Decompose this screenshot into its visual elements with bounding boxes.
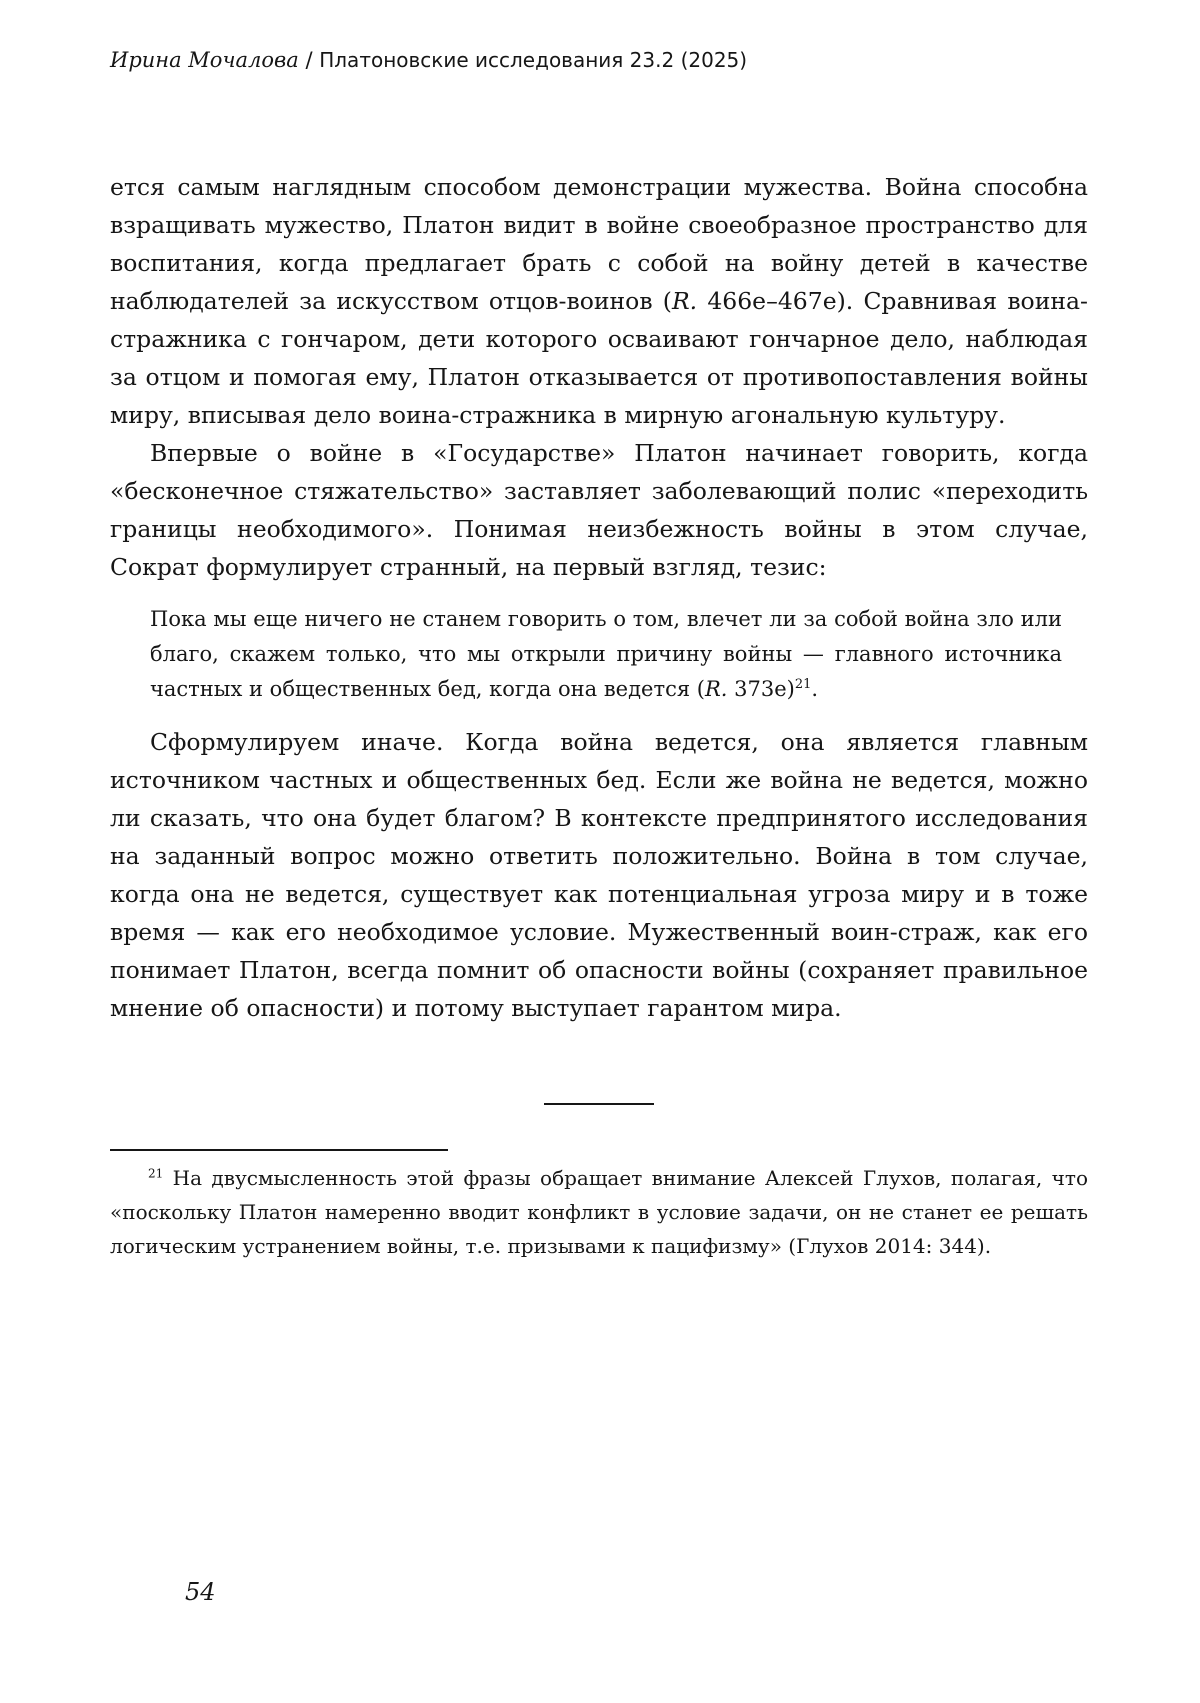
quote-end: . xyxy=(811,677,819,701)
quote-body: Пока мы еще ничего не станем говорить о том, влечет ли за собой война зло или благо, скажем только, что мы открыли причину войны — главного источника частных и общественных бед, когда она ведется ( xyxy=(150,607,1062,701)
stephanus-reference: R. xyxy=(704,677,728,701)
stephanus-reference: R. xyxy=(671,287,698,315)
paragraph: Впервые о войне в «Государстве» Платон начинает говорить, когда «бесконечное стяжательство» заставляет заболевающий полис «переходить границы необходимого». Понимая неизбежность войны в этом случае, Сократ формулирует странный, на первый взгляд, тезис: xyxy=(110,439,1088,581)
footnote-area xyxy=(110,1149,1088,1263)
block-quote xyxy=(150,602,1062,707)
paragraph: Сформулируем иначе. Когда война ведется, она является главным источником частных и общественных бед. Если же война не ведется, можно ли сказать, что она будет благом? В контексте предпринятого исследования на заданный вопрос можно ответить положительно. Война в том случае, когда она не ведется, существует как потенциальная угроза миру и в тоже время — как его необходимое условие. Мужественный воин-страж, как его понимает Платон, всегда помнит об опасности войны (сохраняет правильное мнение об опасности) и потому выступает гарантом мира. xyxy=(110,728,1088,1022)
footnote-reference-21: 21 xyxy=(794,677,812,692)
author-name: Ирина Мочалова xyxy=(110,48,299,72)
running-header xyxy=(110,46,1088,74)
article-body xyxy=(110,168,1088,1105)
quote-text xyxy=(150,602,1062,707)
footnote-number: 21 xyxy=(148,1166,164,1181)
paragraph-continuation xyxy=(110,168,1088,434)
footnote-21 xyxy=(110,1161,1088,1263)
quote-citation: 373e) xyxy=(727,677,795,701)
journal-title: Платоновские исследования 23.2 (2025) xyxy=(319,48,748,72)
paragraph-text: 466e–467e). Сравнивая воина-стражника с гончаром, дети которого осваивают гончарное дело, наблюдая за отцом и помогая ему, Платон отказывается от противопоставления войны миру, вписывая дело воина-стражника в мирную агональную культуру. xyxy=(110,287,1088,429)
paragraph-text: ется самым наглядным способом демонстрации мужества. Война способна взращивать мужество, Платон видит в войне своеобразное пространство для воспитания, когда предлагает брать с собой на войну детей в качестве наблюдателей за искусством отцов-воинов ( xyxy=(110,173,1088,315)
page-number: 54 xyxy=(185,1578,216,1606)
footnote-rule xyxy=(110,1149,448,1151)
header-separator: / xyxy=(298,48,320,72)
footnote-body: На двусмысленность этой фразы обращает внимание Алексей Глухов, полагая, что «поскольку Платон намеренно вводит конфликт в условие задачи, он не станет ее решать логическим устранением войны, т.е. призывами к пацифизму» (Глухов 2014: 344). xyxy=(110,1166,1088,1258)
end-of-article-divider xyxy=(544,1103,654,1105)
